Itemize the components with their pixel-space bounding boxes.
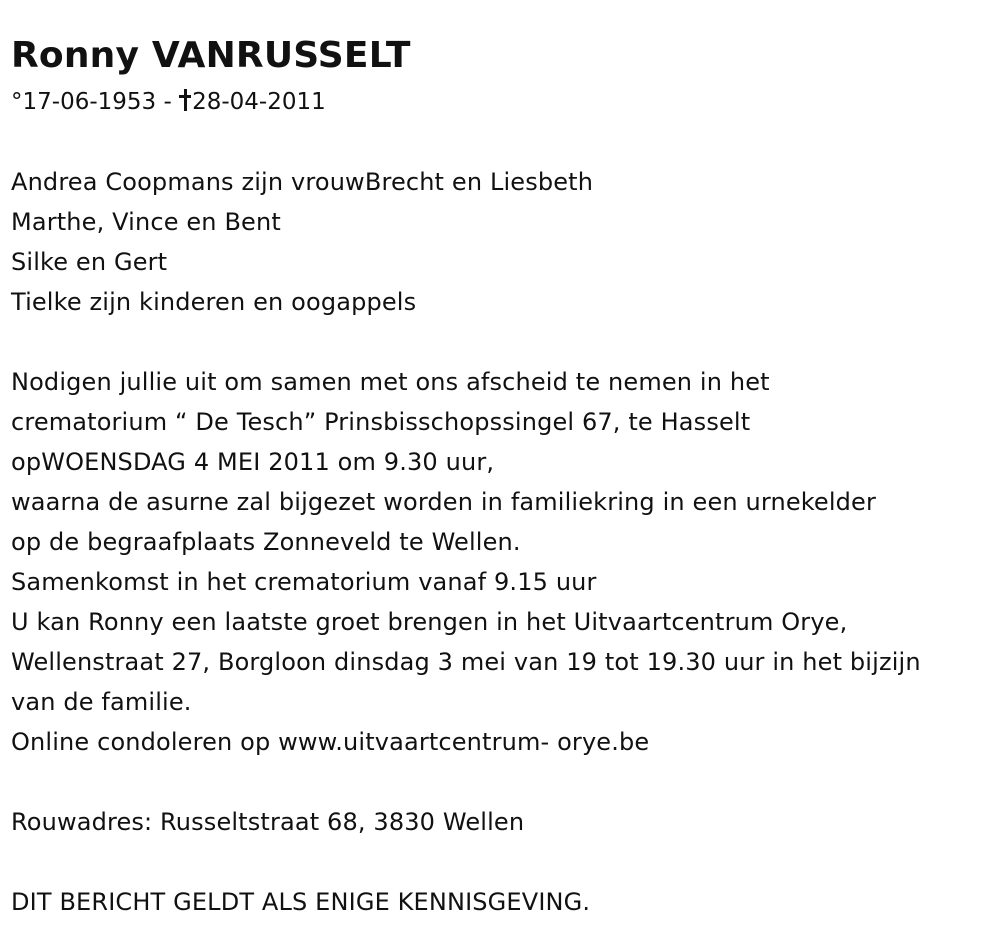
closing-statement: DIT BERICHT GELDT ALS ENIGE KENNISGEVING. xyxy=(11,888,591,916)
ceremony-line: Samenkomst in het crematorium vanaf 9.15 uur xyxy=(11,568,597,596)
family-line: Andrea Coopmans zijn vrouwBrecht en Liesbeth xyxy=(11,168,594,196)
death-date: 28-04-2011 xyxy=(192,89,326,115)
date-separator: - xyxy=(156,89,180,115)
family-line: Tielke zijn kinderen en oogappels xyxy=(11,288,417,316)
spacer xyxy=(11,122,996,162)
cross-icon xyxy=(179,89,191,111)
family-line: Marthe, Vince en Bent xyxy=(11,208,281,236)
spacer xyxy=(11,842,996,882)
ceremony-line: U kan Ronny een laatste groet brengen in het Uitvaartcentrum Orye, xyxy=(11,608,848,636)
ceremony-line: crematorium “ De Tesch” Prinsbisschopssingel 67, te Hasselt xyxy=(11,408,751,436)
ceremony-line: van de familie. xyxy=(11,688,192,716)
condolence-line: Online condoleren op www.uitvaartcentrum- orye.be xyxy=(11,728,650,756)
family-line: Silke en Gert xyxy=(11,248,168,276)
deceased-name: Ronny VANRUSSELT xyxy=(11,35,411,76)
spacer xyxy=(11,762,996,802)
birth-date: °17-06-1953 xyxy=(11,89,157,115)
ceremony-section xyxy=(11,362,996,762)
ceremony-line: Nodigen jullie uit om samen met ons afscheid te nemen in het xyxy=(11,368,770,396)
family-section xyxy=(11,162,996,322)
ceremony-line: Wellenstraat 27, Borgloon dinsdag 3 mei van 19 tot 19.30 uur in het bijzijn xyxy=(11,648,921,676)
mourning-address: Rouwadres: Russeltstraat 68, 3830 Wellen xyxy=(11,808,525,836)
spacer xyxy=(11,322,996,362)
ceremony-line: waarna de asurne zal bijgezet worden in familiekring in een urnekelder xyxy=(11,488,876,516)
life-dates xyxy=(11,82,996,122)
ceremony-line: op de begraafplaats Zonneveld te Wellen. xyxy=(11,528,521,556)
death-notice xyxy=(11,30,996,922)
ceremony-line: opWOENSDAG 4 MEI 2011 om 9.30 uur, xyxy=(11,448,495,476)
